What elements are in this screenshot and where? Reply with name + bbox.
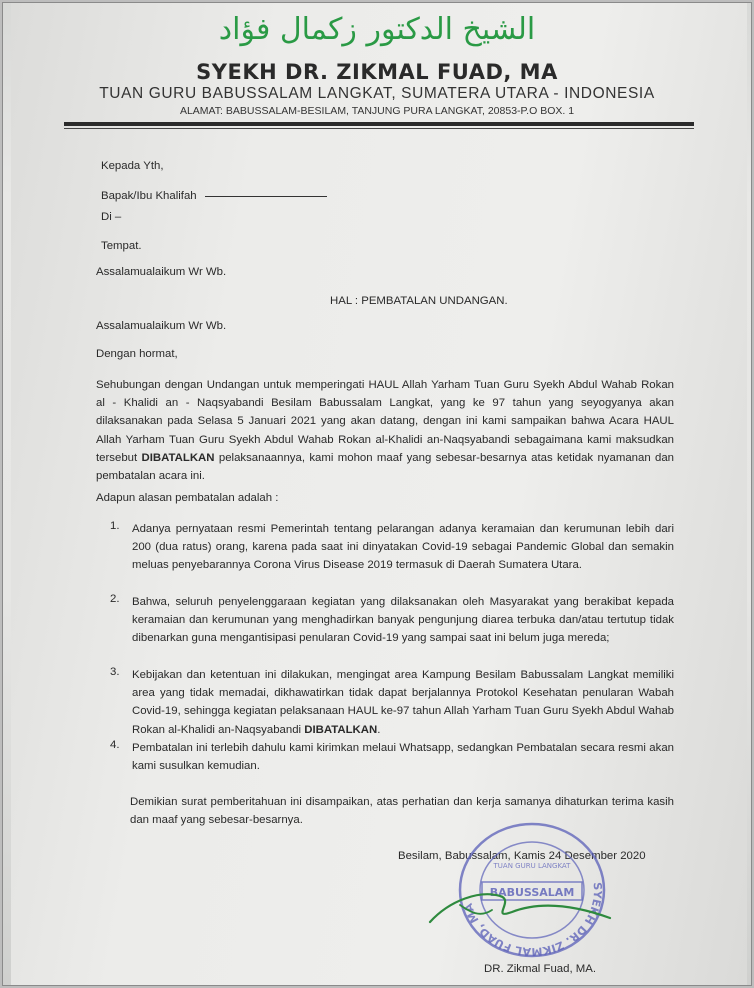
tempat-line: Tempat. xyxy=(101,240,142,252)
greeting-second: Assalamualaikum Wr Wb. xyxy=(96,320,227,332)
letterhead-name: SYEKH DR. ZIKMAL FUAD, MA xyxy=(196,60,558,84)
stamp-ring-text: SYEKH DR. ZIKMAL FUAD, MA xyxy=(461,881,605,959)
greeting-first: Assalamualaikum Wr Wb. xyxy=(96,266,227,278)
signature-mark xyxy=(420,860,620,940)
reason-item-3-text: Kebijakan dan ketentuan ini dilakukan, mengingat area Kampung Besilam Babussalam Langkat memiliki area yang tidak memadai, dikhawatirkan tidak dapat berjalannya Protokol Kesehatan penularan Wabah Covid-19, sehingga kegiatan pelaksanaan HAUL ke-97 tahun Allah Yarham Tuan Guru Syekh Abdul Wahab Rokan al-Khalidi an-Naqsyabandi xyxy=(132,669,674,736)
recipient-blank-line xyxy=(205,196,327,197)
subject-line: HAL : PEMBATALAN UNDANGAN. xyxy=(330,295,508,307)
place-date: Besilam, Babussalam, Kamis 24 Desember 2020 xyxy=(398,850,646,862)
intro-text-part2: pelaksanaannya, kami mohon maaf yang sebesar-besarnya atas ketidak nyamanan dan pembatalan acara ini. xyxy=(96,451,675,483)
reason-item-3-tail: . xyxy=(377,723,381,736)
reason-number: 2. xyxy=(110,593,120,605)
letterhead-rule-thin xyxy=(64,128,694,129)
signatory-name: DR. Zikmal Fuad, MA. xyxy=(484,963,597,975)
intro-paragraph xyxy=(96,376,674,485)
reason-number: 3. xyxy=(110,666,120,678)
to-line: Kepada Yth, xyxy=(101,160,164,172)
reason-item-3-bold: DIBATALKAN xyxy=(304,723,378,736)
reason-item-3 xyxy=(132,666,674,739)
di-line: Di – xyxy=(101,211,122,223)
reason-number: 4. xyxy=(110,739,120,751)
closing-paragraph: Demikian surat pemberitahuan ini disampaikan, atas perhatian dan kerja samanya dihaturkan terima kasih dan maaf yang sebesar-besarnya. xyxy=(130,796,674,827)
reason-item-4: Pembatalan ini terlebih dahulu kami kirimkan melaui Whatsapp, sedangkan Pembatalan secara resmi akan kami susulkan kemudian. xyxy=(132,742,674,773)
reason-item-1: Adanya pernyataan resmi Pemerintah tentang pelarangan adanya keramaian dan kerumunan lebih dari 200 (dua ratus) orang, karena pada saat ini dinyatakan Covid-19 sebagai Pandemic Global dan semakin meluas penyebarannya Corona Virus Disease 2019 termasuk di Daerah Sumatera Utara. xyxy=(132,523,674,572)
letterhead-subtitle: TUAN GURU BABUSSALAM LANGKAT, SUMATERA UTARA - INDONESIA xyxy=(99,85,655,102)
reasons-intro: Adapun alasan pembatalan adalah : xyxy=(96,492,279,504)
salutation: Dengan hormat, xyxy=(96,348,178,360)
letterhead-rule-thick xyxy=(64,122,694,126)
intro-text-part1: Sehubungan dengan Undangan untuk memperingati HAUL Allah Yarham Tuan Guru Syekh Abdul Wahab Rokan al - Khalidi an - Naqsyabandi Besilam Babussalam Langkat, yang ke 97 tahun yang seyogyanya akan dilaksanakan pada Selasa 5 Januari 2021 yang akan datang, dengan ini kami sampaikan bahwa Acara HAUL Allah Yarham Tuan Guru Syekh Abdul Wahab Rokan al-Khalidi an-Naqsyabandi sebagaimana kami maksudkan tersebut xyxy=(96,379,674,464)
letterhead-address: ALAMAT: BABUSSALAM-BESILAM, TANJUNG PURA LANGKAT, 20853-P.O BOX. 1 xyxy=(179,105,575,117)
recipient-line xyxy=(101,190,327,202)
intro-bold-dibatalkan: DIBATALKAN xyxy=(141,451,215,464)
stamp-center-text: BABUSSALAM xyxy=(489,886,575,899)
arabic-name-header: الشيخ الدكتور زكمال فؤاد xyxy=(218,12,536,47)
recipient-label: Bapak/Ibu Khalifah xyxy=(101,190,197,202)
stamp-inner-text: TUAN GURU LANGKAT xyxy=(493,862,571,870)
reason-item-2: Bahwa, seluruh penyelenggaraan kegiatan yang dilaksanakan oleh Masyarakat yang berakibat kepada keramaian dan kerumunan yang menghadirkan banyak pengunjung diarea terbuka dan/atau tertutup tidak dibenarkan guna mengantisipasi penularan Covid-19 yang sampai saat ini belum juga mereda; xyxy=(132,596,674,645)
reason-number: 1. xyxy=(110,520,120,532)
